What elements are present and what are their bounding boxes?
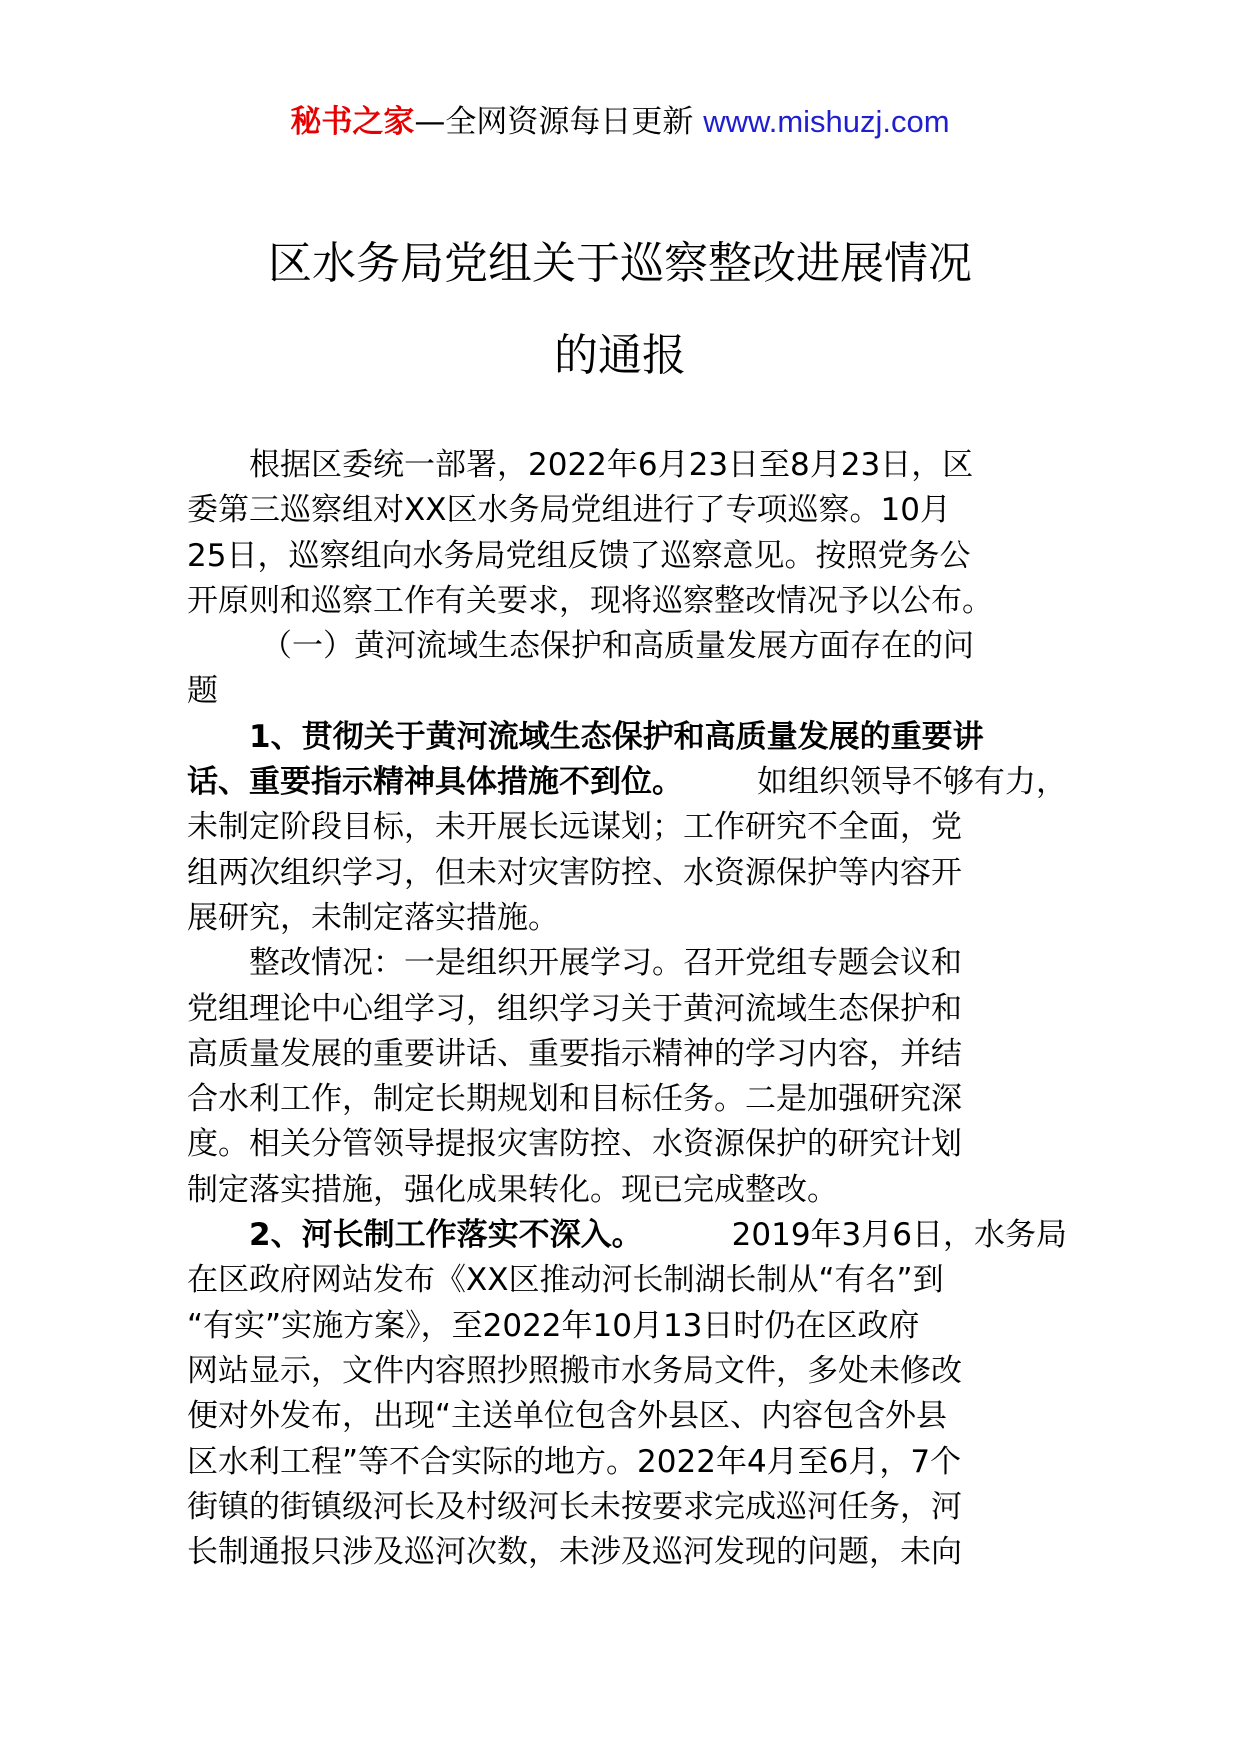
body-line: 2、河长制工作落实不深入。 2019年3月6日，水务局 [187, 1213, 1067, 1258]
body-line: 组两次组织学习，但未对灾害防控、水资源保护等内容开 [187, 854, 962, 891]
issue-heading: 1、贯彻关于黄河流域生态保护和高质量发展的重要讲 [249, 718, 984, 755]
issue-heading: 话、重要指示精神具体措施不到位。 [187, 764, 683, 801]
body-line: 在区政府网站发布《XX区推动河长制湖长制从“有名”到 [187, 1262, 944, 1299]
body-line: 网站显示，文件内容照抄照搬市水务局文件，多处未修改 [187, 1352, 962, 1389]
section-heading: 题 [187, 673, 218, 710]
banner-brand: 秘书之家 [290, 104, 415, 140]
body-line: 合水利工作，制定长期规划和目标任务。二是加强研究深 [187, 1081, 962, 1118]
banner-url-link[interactable]: www.mishuzj.com [703, 104, 950, 139]
body-line: 根据区委统一部署，2022年6月23日至8月23日，区 [249, 447, 974, 483]
body-line: 25日，巡察组向水务局党组反馈了巡察意见。按照党务公 [187, 537, 971, 574]
body-line: “有实”实施方案》，至2022年10月13日时仍在区政府 [187, 1307, 920, 1344]
body-line: 便对外发布，出现“主送单位包含外县区、内容包含外县 [187, 1398, 948, 1435]
body-line: 街镇的街镇级河长及村级河长未按要求完成巡河任务，河 [187, 1488, 962, 1525]
body-line: 话、重要指示精神具体措施不到位。 如组织领导不够有力， [187, 760, 1067, 805]
body-line: 整改情况：一是组织开展学习。召开党组专题会议和 [249, 945, 962, 982]
document-title-line-2: 的通报 [554, 330, 686, 381]
banner-slogan: —全网资源每日更新 [414, 104, 694, 140]
section-heading: （一）黄河流域生态保护和高质量发展方面存在的问 [261, 628, 974, 665]
issue-heading: 2、河长制工作落实不深入。 [249, 1217, 643, 1254]
body-line: 党组理论中心组学习，组织学习关于黄河流域生态保护和 [187, 990, 962, 1027]
body-line: 长制通报只涉及巡河次数，未涉及巡河发现的问题，未向 [187, 1534, 962, 1571]
document-title-line-1: 区水务局党组关于巡察整改进展情况 [268, 238, 972, 289]
body-line: 委第三巡察组对XX区水务局党组进行了专项巡察。10月 [187, 492, 951, 529]
body-line: 制定落实措施，强化成果转化。现已完成整改。 [187, 1171, 838, 1208]
site-banner [0, 100, 1240, 144]
body-line: 度。相关分管领导提报灾害防控、水资源保护的研究计划 [187, 1126, 962, 1163]
document-body [187, 443, 1067, 1575]
body-line: 开原则和巡察工作有关要求，现将巡察整改情况予以公布。 [187, 582, 993, 619]
body-line: 展研究，未制定落实措施。 [187, 899, 559, 936]
body-line: 未制定阶段目标，未开展长远谋划；工作研究不全面，党 [187, 809, 962, 846]
body-line: 区水利工程”等不合实际的地方。2022年4月至6月，7个 [187, 1443, 962, 1480]
body-line: 高质量发展的重要讲话、重要指示精神的学习内容，并结 [187, 1035, 962, 1072]
